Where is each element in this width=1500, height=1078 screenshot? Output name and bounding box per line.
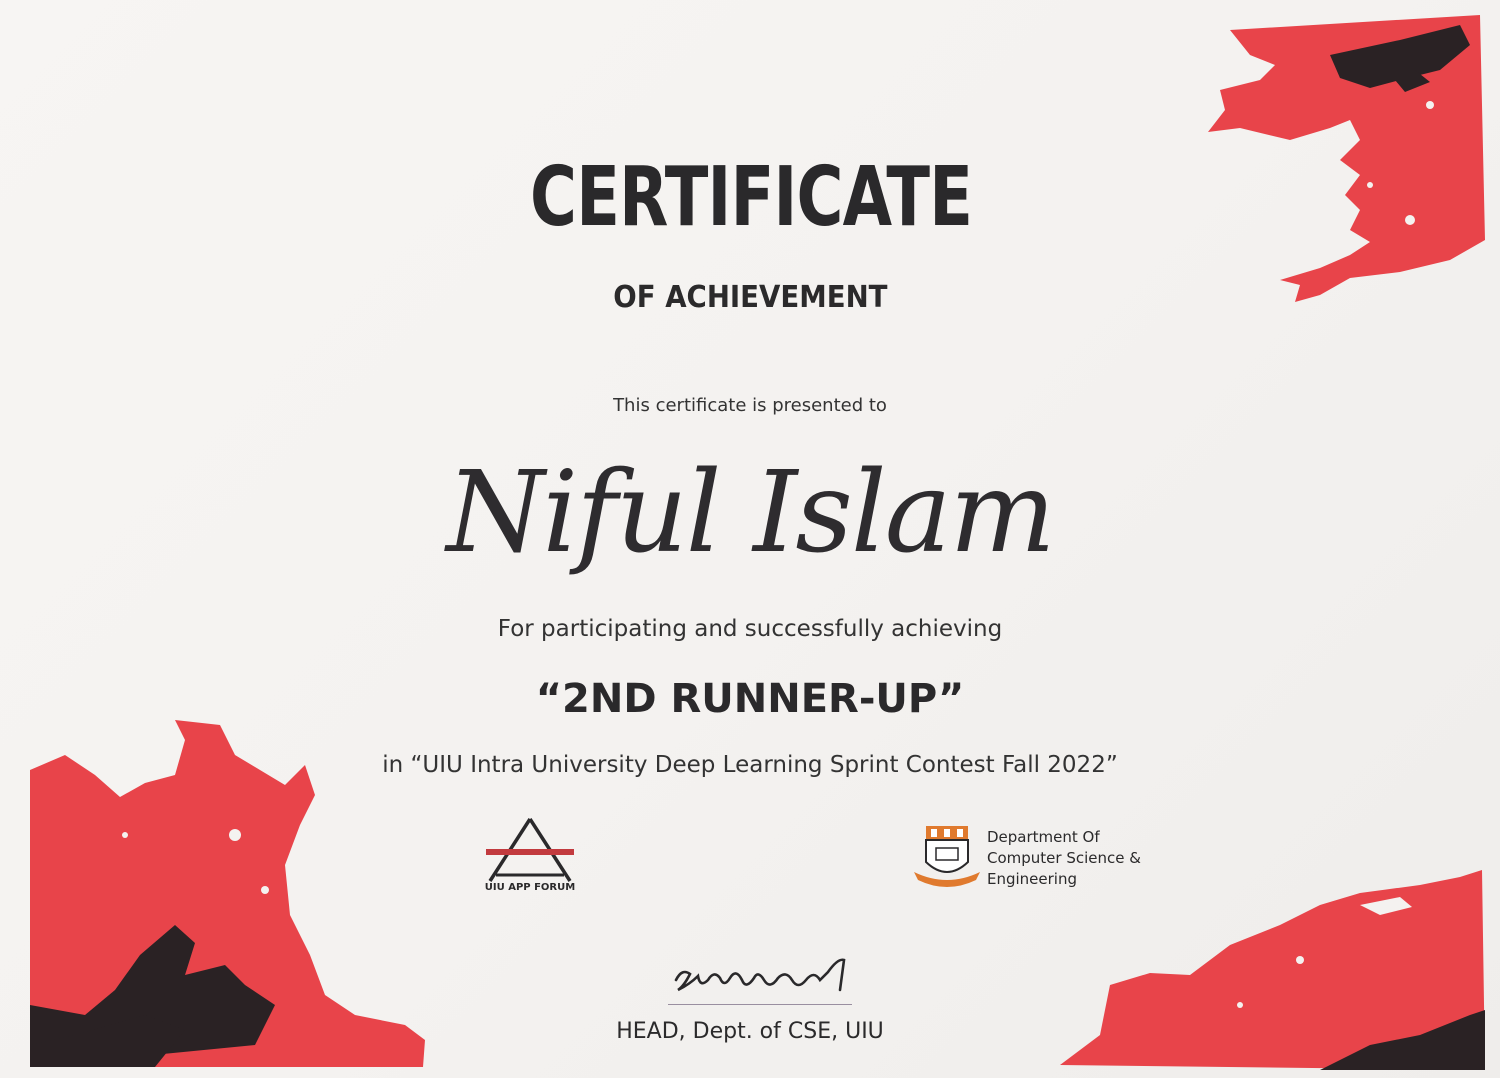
uiu-crest-icon [912,822,982,892]
award-title: “2ND RUNNER-UP” [535,676,965,722]
department-name [987,827,1141,890]
certificate-title: CERTIFICATE [530,150,973,245]
bottom-right-paint-splash [1040,865,1490,1078]
department-line-1: Department Of [987,828,1100,846]
forum-name-label: UIU APP FORUM [484,882,576,893]
presented-to-text: This certificate is presented to [613,395,887,416]
recipient-name: Niful Islam [446,448,1054,578]
certificate-subtitle: OF ACHIEVEMENT [613,280,888,315]
achievement-reason: For participating and successfully achieving [497,616,1003,642]
contest-name: in “UIU Intra University Deep Learning Sprint Contest Fall 2022” [382,752,1118,778]
department-line-2: Computer Science & [987,849,1141,867]
signatory-title: HEAD, Dept. of CSE, UIU [616,1019,884,1044]
department-line-3: Engineering [987,870,1077,888]
handwritten-signature [668,950,852,1002]
signature-line [668,1004,852,1005]
